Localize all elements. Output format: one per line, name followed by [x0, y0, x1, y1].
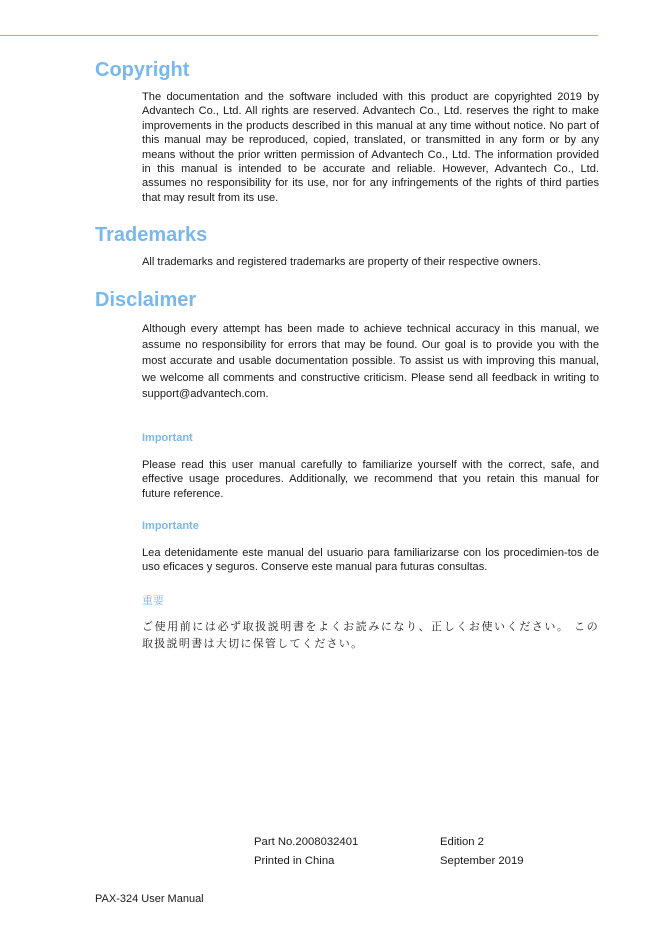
trademarks-text: All trademarks and registered trademarks are property of their respective owners. [142, 256, 541, 268]
edition-date: September 2019 [440, 855, 524, 867]
printed-in: Printed in China [254, 855, 335, 867]
important-ja-text: ご使用前には必ず取扱説明書をよくお読みになり、正しくお使いください。 この取扱説明書は大切に保管してください。 [142, 621, 599, 650]
footer-manual-title: PAX-324 User Manual [95, 893, 204, 905]
trademarks-heading: Trademarks [95, 224, 208, 246]
importante-text: Lea detenidamente este manual del usuario para familiarizarse con los procedimien-tos de uso eficaces y seguros. Conserve este manual para futuras consultas. [142, 547, 599, 574]
copyright-heading: Copyright [95, 59, 190, 81]
important-text: Please read this user manual carefully to familiarize yourself with the correct, safe, and effective usage procedures. Additionally, we recommend that you retain this manual for future reference. [142, 459, 599, 500]
disclaimer-heading: Disclaimer [95, 289, 197, 311]
importante-heading: Importante [142, 520, 199, 532]
edition: Edition 2 [440, 836, 484, 848]
disclaimer-text: Although every attempt has been made to achieve technical accuracy in this manual, we assume no responsibility for errors that may be found. Our goal is to provide you with the most accurate and usable documentation possible. To assist us with improving this manual, we welcome all comments and constructive criticism. Please send all feedback in writing to support@advantech.com. [142, 323, 599, 400]
important-heading: Important [142, 432, 193, 444]
important-ja-heading: 重要 [142, 595, 164, 607]
part-number: Part No.2008032401 [254, 836, 359, 848]
copyright-text: The documentation and the software included with this product are copyrighted 2019 by Advantech Co., Ltd. All rights are reserved. Advantech Co., Ltd. reserves the right to make improvements in the products described in this manual at any time without notice. No part of this manual may be reproduced, copied, translated, or transmitted in any form or by any means without the prior written permission of Advantech Co., Ltd. The information provided in this manual is intended to be accurate and reliable. However, Advantech Co., Ltd. assumes no responsibility for its use, nor for any infringements of the rights of third parties that may result from its use. [142, 91, 599, 204]
header-rule [0, 35, 598, 36]
